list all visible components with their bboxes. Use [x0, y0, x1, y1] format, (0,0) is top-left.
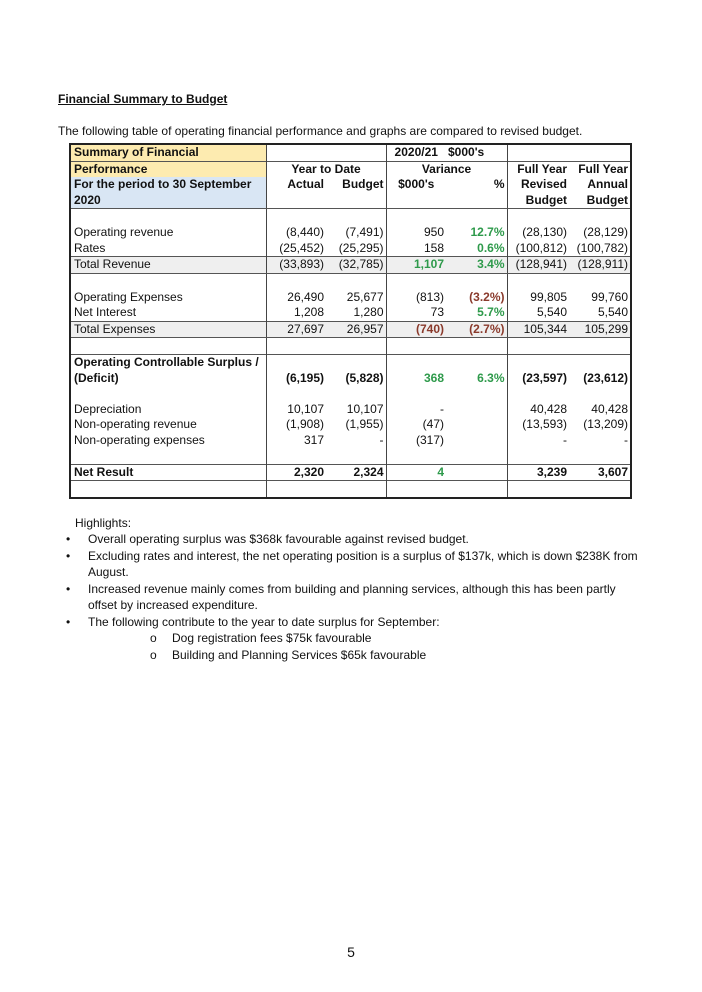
table-row-total-expenses: Total Expenses 27,697 26,957 (740) (2.7%) 105,344 105,299 — [70, 321, 631, 338]
ytd-header: Year to Date — [266, 161, 386, 177]
highlights-list — [58, 531, 648, 663]
page-number: 5 — [347, 944, 355, 960]
table-title-line2: Performance — [70, 161, 266, 177]
table-row-surplus: Operating Controllable Surplus / — [70, 354, 631, 370]
section-heading: Financial Summary to Budget — [58, 92, 228, 106]
table-row: Rates (25,452) (25,295) 158 0.6% (100,812) (100,782) — [70, 241, 631, 257]
variance-header: Variance — [386, 161, 507, 177]
financial-summary-table — [69, 143, 630, 499]
list-item: • Excluding rates and interest, the net operating position is a surplus of $137k, which is down $238K from August. — [66, 548, 638, 579]
list-item: • Overall operating surplus was $368k favourable against revised budget. — [66, 532, 469, 546]
list-item: • Increased revenue mainly comes from building and planning services, although this has been partly offset by increased expenditure. — [66, 581, 616, 612]
budget-header: Budget — [342, 177, 384, 192]
fy-revised-header-2: Revised — [507, 177, 569, 193]
period-line1: For the period to 30 September — [70, 177, 266, 193]
fy-annual-header-1: Full Year — [569, 161, 631, 177]
table-row: Non-operating expenses 317 - (317) - - — [70, 433, 631, 449]
table-row: Operating revenue (8,440) (7,491) 950 12.7% (28,130) (28,129) — [70, 225, 631, 241]
sub-list-item: o Building and Planning Services $65k favourable — [150, 647, 427, 662]
highlights-title: Highlights: — [75, 516, 132, 530]
table-row: Depreciation 10,107 10,107 - 40,428 40,428 — [70, 402, 631, 418]
var-pct-header: % — [493, 177, 505, 192]
fy-revised-header-1: Full Year — [507, 161, 569, 177]
table-row: Non-operating revenue (1,908) (1,955) (47) (13,593) (13,209) — [70, 417, 631, 433]
table-row-total-revenue: Total Revenue (33,893) (32,785) 1,107 3.4% (128,941) (128,911) — [70, 257, 631, 274]
actual-header: Actual — [287, 177, 324, 192]
fy-annual-header-3: Budget — [569, 193, 631, 209]
table-title-line1: Summary of Financial — [70, 144, 266, 161]
year-label: 2020/21 — [386, 144, 446, 161]
table-row-net-result: Net Result 2,320 2,324 4 3,239 3,607 — [70, 464, 631, 481]
fy-annual-header-2: Annual — [587, 177, 628, 192]
intro-text: The following table of operating financial performance and graphs are compared to revised budget. — [58, 124, 583, 138]
var-dollars-header: $000's — [386, 177, 446, 193]
units-label: $000's — [448, 145, 485, 160]
fy-revised-header-3: Budget — [507, 193, 569, 209]
table-row: Net Interest 1,208 1,280 73 5.7% 5,540 5,540 — [70, 305, 631, 321]
highlights-sublist — [88, 630, 648, 663]
period-line2: 2020 — [70, 193, 266, 209]
table-row: Operating Expenses 26,490 25,677 (813) (3.2%) 99,805 99,760 — [70, 289, 631, 305]
list-item: • The following contribute to the year to date surplus for September: o Dog registration fees $75k favourable o Building and Planning Services $65k favourable — [58, 614, 648, 664]
sub-list-item: o Dog registration fees $75k favourable — [150, 631, 372, 645]
table-row-surplus-values: (Deficit) (6,195) (5,828) 368 6.3% (23,597) (23,612) — [70, 370, 631, 386]
